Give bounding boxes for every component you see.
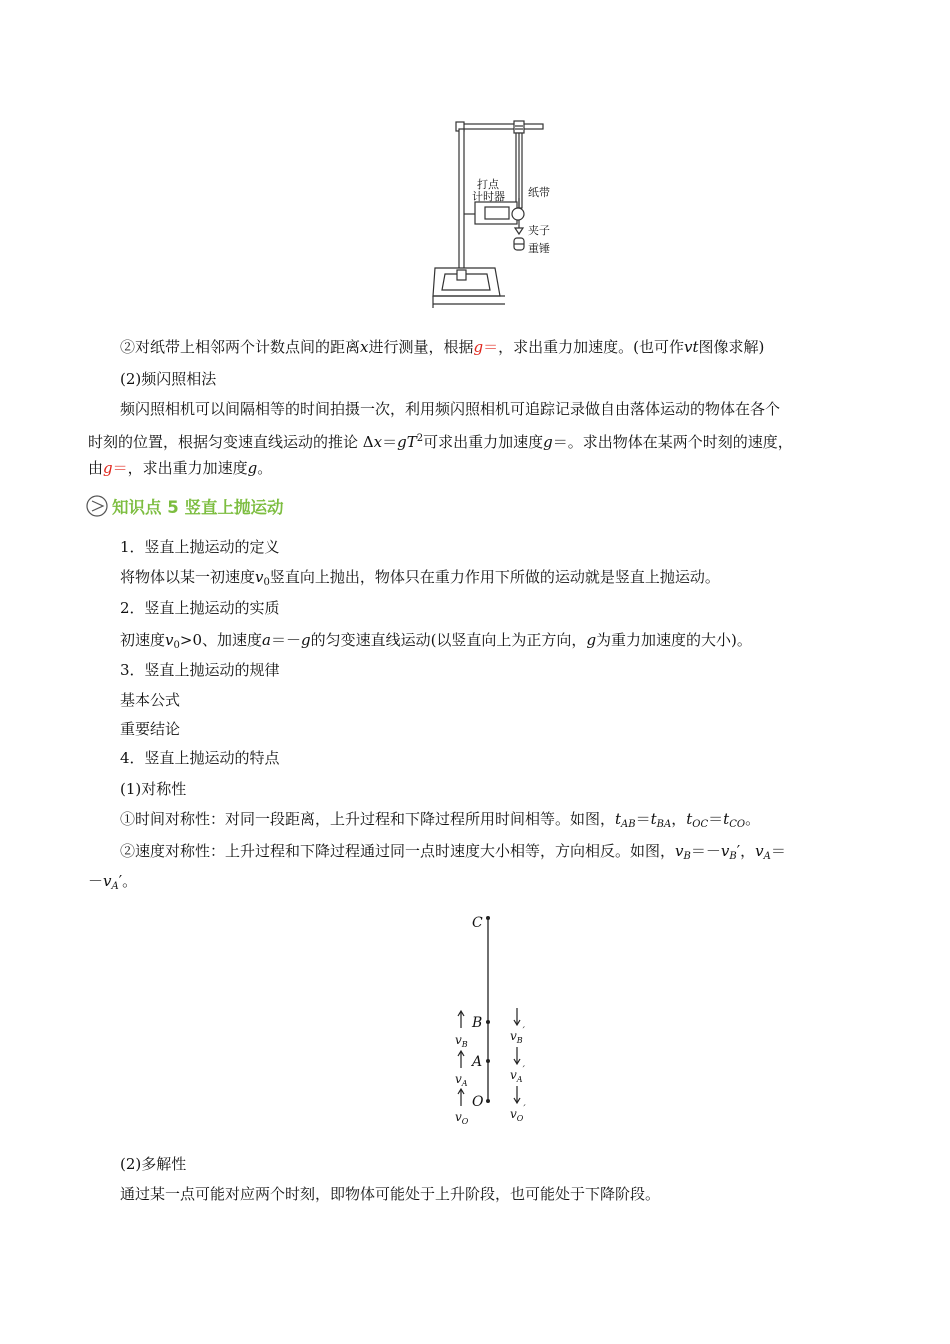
section-heading-text: 知识点 5 竖直上抛运动 <box>112 498 284 517</box>
point-O-dot <box>486 1099 490 1103</box>
timer-label-line1: 打点 <box>477 178 499 191</box>
up-arrows <box>458 1011 464 1106</box>
paragraph-tape-measure: ②对纸带上相邻两个计数点间的距离x进行测量，根据g＝，求出重力加速度。(也可作vt图像求解) <box>120 338 765 356</box>
s5-explanation: 通过某一点可能对应两个时刻，即物体可能处于上升阶段，也可能处于下降阶段。 <box>120 1185 661 1203</box>
point-A-dot <box>486 1059 490 1063</box>
s4-symmetry: (1)对称性 <box>120 780 187 798</box>
velocity-vO-prime-label: $v_O'$ <box>510 1104 526 1123</box>
vertical-throw-diagram <box>440 906 540 1132</box>
clip-label: 夹子 <box>528 224 550 237</box>
velocity-vA-prime-label: $v_A'$ <box>510 1065 525 1084</box>
timer-label-line2: 计时器 <box>472 190 505 203</box>
point-B-label: B <box>472 1015 483 1031</box>
velocity-vB-label: $v_B$ <box>455 1033 468 1049</box>
subheading-flash-photo: (2)频闪照相法 <box>120 370 217 388</box>
s3-key-conclusion: 重要结论 <box>120 720 181 738</box>
s1-title: 1．竖直上抛运动的定义 <box>120 538 280 556</box>
s4-velocity-symmetry-line2: $-v_A'$。 <box>88 872 138 892</box>
point-A-label: A <box>472 1054 483 1070</box>
s2-title: 2．竖直上抛运动的实质 <box>120 599 280 617</box>
point-C-dot <box>486 916 490 920</box>
s2-essence: 初速度$v_0>0$、加速度a＝－g的匀变速直线运动(以竖直向上为正方向，g为重力加速度的大小)。 <box>120 631 752 651</box>
s1-definition: 将物体以某一初速度$v_0$竖直向上抛出，物体只在重力作用下所做的运动就是竖直上抛运动。 <box>120 568 720 588</box>
s4-time-symmetry: ①时间对称性：对同一段距离，上升过程和下降过程所用时间相等。如图，$t_{AB}=t_{BA}$，$t_{OC}=t_{CO}$。 <box>120 810 761 830</box>
s3-title: 3．竖直上抛运动的规律 <box>120 661 280 679</box>
s3-basic-formula: 基本公式 <box>120 691 181 709</box>
s4-velocity-symmetry-line1: ②速度对称性：上升过程和下降过程通过同一点时速度大小相等，方向相反。如图，$v_B=-v_B'$，$v_A=$ <box>120 842 786 862</box>
paragraph-flash-line3: 由g＝，求出重力加速度g。 <box>88 459 273 477</box>
velocity-vB-prime-label: $v_B'$ <box>510 1026 525 1045</box>
tape-label: 纸带 <box>528 186 550 199</box>
play-circle-icon <box>86 494 110 518</box>
weight-label: 重锤 <box>528 242 550 255</box>
paragraph-flash-line1: 频闪照相机可以间隔相等的时间拍摄一次，利用频闪照相机可追踪记录做自由落体运动的物体在各个 <box>120 400 781 418</box>
free-fall-apparatus-figure <box>425 118 565 318</box>
apparatus-drawing <box>433 121 543 308</box>
section-heading <box>86 493 283 519</box>
point-B-dot <box>486 1020 490 1024</box>
s4-title: 4．竖直上抛运动的特点 <box>120 749 280 767</box>
point-C-label: C <box>472 915 483 931</box>
down-arrows <box>514 1008 520 1103</box>
paragraph-flash-line2: 时刻的位置，根据匀变速直线运动的推论 $\Delta x=gT^2$可求出重力加速度g＝。求出物体在某两个时刻的速度， <box>88 433 793 451</box>
velocity-vA-label: $v_A$ <box>455 1072 468 1088</box>
s5-multiple-solutions: (2)多解性 <box>120 1155 187 1173</box>
point-O-label: O <box>472 1094 484 1110</box>
velocity-vO-label: $v_O$ <box>455 1110 469 1126</box>
